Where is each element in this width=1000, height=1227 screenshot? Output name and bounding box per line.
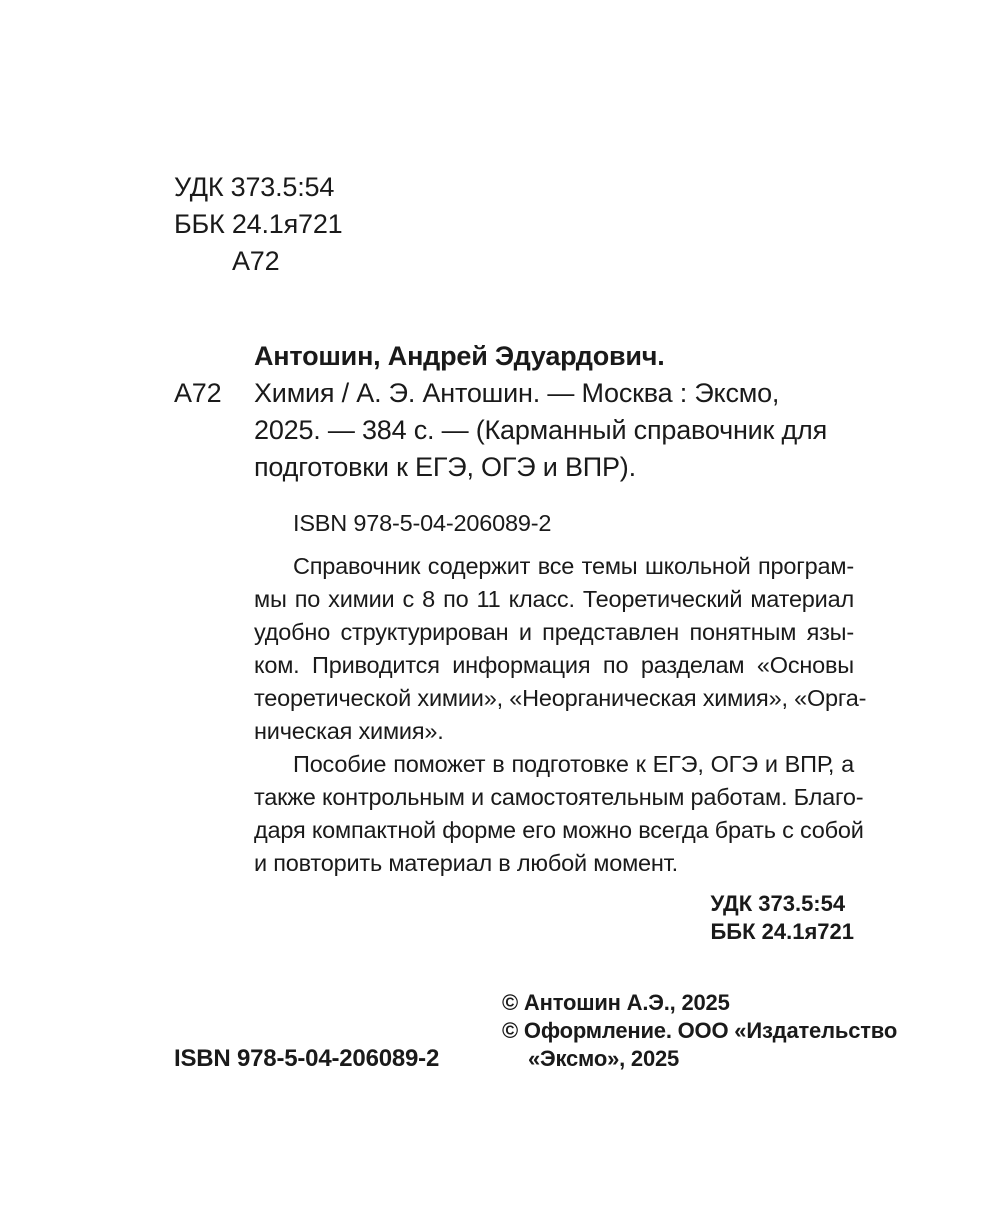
annotation-line: Пособие поможет в подготовке к ЕГЭ, ОГЭ и ВПР, а	[293, 751, 854, 777]
udk-code: УДК 373.5:54	[174, 172, 335, 202]
annotation-line: также контрольным и самостоятельным работам. Благо-	[254, 784, 864, 810]
title-line-3: подготовки к ЕГЭ, ОГЭ и ВПР).	[254, 452, 636, 482]
record-mark: А72	[174, 378, 222, 408]
annotation-line: мы по химии с 8 по 11 класс. Теоретический материал	[254, 586, 854, 612]
annotation-line: ническая химия».	[254, 718, 444, 744]
annotation-line: даря компактной форме его можно всегда брать с собой	[254, 817, 864, 843]
footer-bbk: ББК 24.1я721	[710, 919, 854, 944]
copyright-design: © Оформление. ООО «Издательство	[502, 1018, 898, 1043]
title-line-1: Химия / А. Э. Антошин. — Москва : Эксмо,	[254, 378, 780, 408]
bbk-code: ББК 24.1я721	[174, 209, 343, 239]
isbn-bottom: ISBN 978-5-04-206089-2	[174, 1045, 440, 1072]
annotation-line: ком. Приводится информация по разделам «Основы	[254, 652, 854, 678]
annotation-line: удобно структурирован и представлен понятным язы-	[254, 619, 854, 645]
author-heading: Антошин, Андрей Эдуардович.	[254, 341, 665, 371]
annotation-line: Справочник содержит все темы школьной програм-	[293, 553, 854, 579]
isbn-record: ISBN 978-5-04-206089-2	[293, 510, 552, 536]
annotation-line: теоретической химии», «Неорганическая химия», «Орга-	[254, 685, 867, 711]
footer-classification	[710, 890, 854, 946]
annotation-line: и повторить материал в любой момент.	[254, 850, 678, 876]
footer-udk: УДК 373.5:54	[710, 891, 846, 916]
copyright-publisher: «Эксмо», 2025	[528, 1046, 680, 1071]
author-mark: А72	[232, 246, 280, 276]
title-line-2: 2025. — 384 с. — (Карманный справочник для	[254, 415, 827, 445]
copyright-author: © Антошин А.Э., 2025	[502, 990, 730, 1015]
